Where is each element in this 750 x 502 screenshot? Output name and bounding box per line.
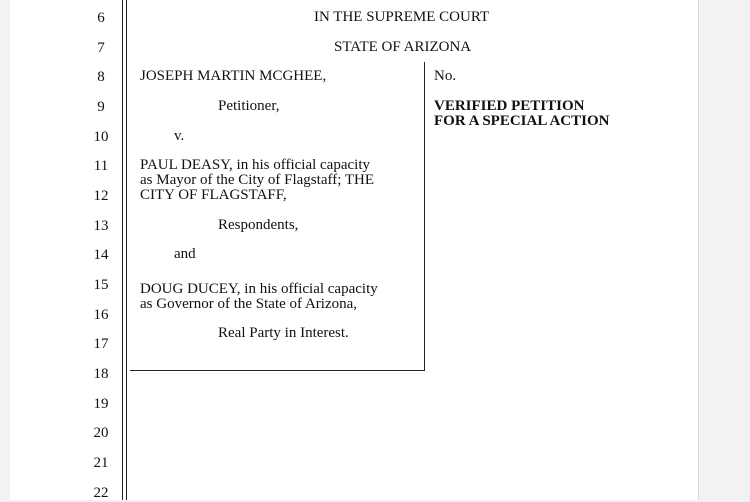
line-number: 14 (93, 247, 109, 263)
line-number: 12 (93, 188, 109, 204)
respondent-line-2: as Mayor of the City of Flagstaff; THE (140, 172, 374, 188)
line-number: 17 (93, 336, 109, 352)
line-number: 20 (93, 425, 109, 441)
respondent-line-1: PAUL DEASY, in his official capacity (140, 157, 370, 173)
line-number: 22 (93, 485, 109, 501)
line-number: 7 (97, 40, 105, 56)
left-margin-rule-inner (126, 0, 127, 500)
document-title-line-1: VERIFIED PETITION (434, 98, 585, 114)
respondent-role: Respondents, (218, 217, 299, 233)
versus-label: v. (174, 128, 185, 144)
petitioner-name: JOSEPH MARTIN MCGHEE, (140, 68, 327, 84)
line-number: 6 (97, 10, 105, 26)
real-party-role: Real Party in Interest. (218, 325, 349, 341)
line-number: 8 (97, 69, 105, 85)
court-title: IN THE SUPREME COURT (314, 9, 490, 25)
line-number: 16 (93, 307, 109, 323)
case-number-label: No. (434, 68, 457, 84)
conjunction-and: and (174, 246, 196, 262)
real-party-line-2: as Governor of the State of Arizona, (140, 296, 358, 312)
line-number: 9 (97, 99, 105, 115)
document-page (10, 0, 699, 500)
petitioner-role: Petitioner, (218, 98, 280, 114)
line-number: 18 (93, 366, 109, 382)
line-number: 11 (93, 158, 109, 174)
court-state: STATE OF ARIZONA (334, 39, 472, 55)
line-number: 19 (93, 396, 109, 412)
line-number: 13 (93, 218, 109, 234)
left-margin-rule (122, 0, 123, 500)
respondent-line-3: CITY OF FLAGSTAFF, (140, 187, 287, 203)
real-party-line-1: DOUG DUCEY, in his official capacity (140, 281, 378, 297)
line-number: 10 (93, 129, 109, 145)
line-number: 15 (93, 277, 109, 293)
line-number: 21 (93, 455, 109, 471)
document-title-line-2: FOR A SPECIAL ACTION (434, 113, 610, 129)
